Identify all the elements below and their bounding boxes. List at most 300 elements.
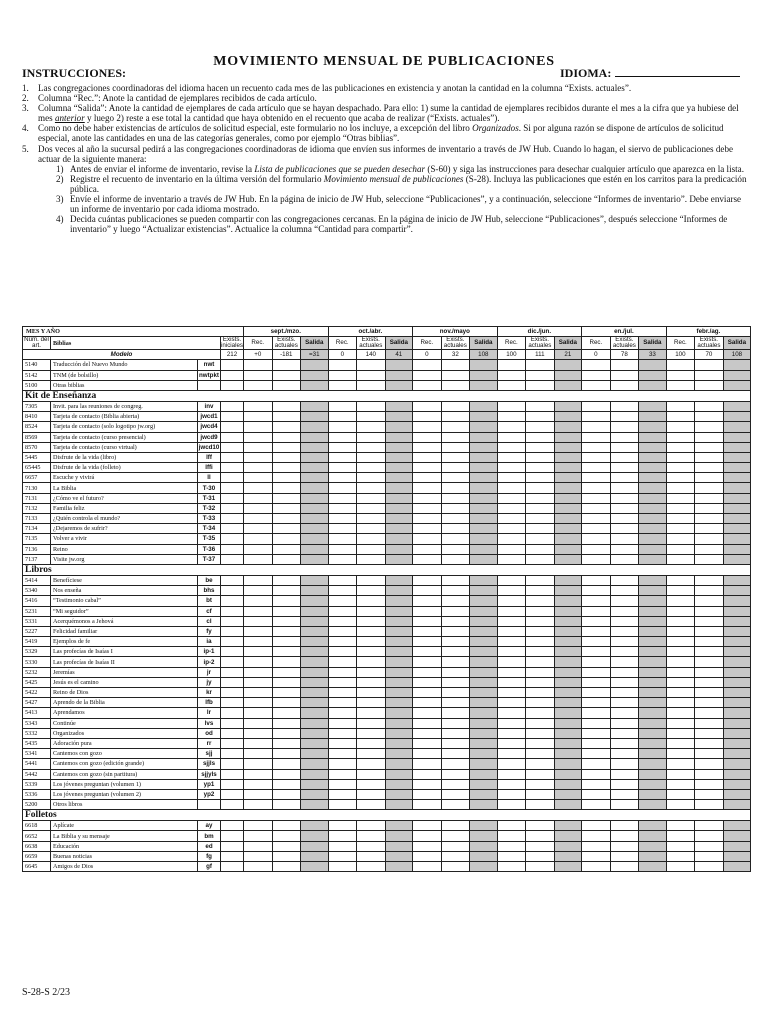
salida-cell[interactable] [639, 841, 667, 851]
salida-cell[interactable] [723, 534, 751, 544]
exists-cell[interactable] [526, 596, 555, 606]
exists-cell[interactable] [610, 360, 639, 370]
salida-cell[interactable] [301, 728, 329, 738]
rec-cell[interactable] [328, 667, 357, 677]
rec-cell[interactable] [413, 432, 442, 442]
rec-cell[interactable] [497, 626, 526, 636]
salida-cell[interactable] [639, 769, 667, 779]
salida-cell[interactable] [723, 524, 751, 534]
rec-cell[interactable] [666, 779, 695, 789]
exists-cell[interactable] [610, 554, 639, 564]
rec-cell[interactable] [582, 503, 611, 513]
exists-cell[interactable] [526, 422, 555, 432]
exists-cell[interactable] [441, 769, 470, 779]
rec-cell[interactable] [413, 503, 442, 513]
rec-cell[interactable] [582, 626, 611, 636]
salida-cell[interactable] [554, 412, 582, 422]
salida-cell[interactable] [385, 657, 413, 667]
salida-cell[interactable] [639, 463, 667, 473]
salida-cell[interactable] [639, 616, 667, 626]
salida-cell[interactable] [470, 606, 498, 616]
exists-cell[interactable] [357, 575, 386, 585]
salida-cell[interactable] [639, 708, 667, 718]
salida-cell[interactable] [301, 606, 329, 616]
rec-cell[interactable] [497, 862, 526, 872]
exists-cell[interactable] [526, 677, 555, 687]
salida-cell[interactable] [385, 769, 413, 779]
exists-cell[interactable] [695, 677, 724, 687]
initial-stock-cell[interactable] [221, 401, 244, 411]
exists-cell[interactable] [441, 370, 470, 380]
exists-cell[interactable] [610, 749, 639, 759]
exists-cell[interactable] [610, 606, 639, 616]
rec-cell[interactable] [328, 432, 357, 442]
rec-cell[interactable] [244, 606, 273, 616]
rec-cell[interactable] [666, 769, 695, 779]
rec-cell[interactable] [497, 657, 526, 667]
exists-cell[interactable] [695, 575, 724, 585]
rec-cell[interactable] [497, 412, 526, 422]
rec-cell[interactable] [497, 779, 526, 789]
exists-cell[interactable] [441, 503, 470, 513]
rec-cell[interactable] [497, 789, 526, 799]
salida-cell[interactable] [470, 769, 498, 779]
rec-cell[interactable] [244, 360, 273, 370]
exists-cell[interactable] [441, 821, 470, 831]
exists-cell[interactable] [272, 667, 301, 677]
rec-cell[interactable] [666, 851, 695, 861]
exists-cell[interactable] [272, 749, 301, 759]
exists-cell[interactable] [272, 831, 301, 841]
exists-cell[interactable] [695, 401, 724, 411]
rec-cell[interactable] [244, 749, 273, 759]
salida-cell[interactable] [554, 586, 582, 596]
rec-cell[interactable] [582, 769, 611, 779]
exists-cell[interactable] [610, 851, 639, 861]
salida-cell[interactable] [639, 503, 667, 513]
rec-cell[interactable] [582, 442, 611, 452]
salida-cell[interactable] [470, 821, 498, 831]
rec-cell[interactable] [666, 544, 695, 554]
exists-cell[interactable] [610, 616, 639, 626]
exists-cell[interactable] [441, 360, 470, 370]
salida-cell[interactable] [470, 432, 498, 442]
rec-cell[interactable] [244, 759, 273, 769]
exists-cell[interactable] [695, 688, 724, 698]
exists-cell[interactable] [526, 862, 555, 872]
rec-cell[interactable] [666, 575, 695, 585]
salida-cell[interactable] [639, 728, 667, 738]
exists-cell[interactable] [695, 412, 724, 422]
rec-cell[interactable] [244, 851, 273, 861]
exists-cell[interactable] [526, 616, 555, 626]
rec-cell[interactable] [497, 728, 526, 738]
rec-cell[interactable] [497, 606, 526, 616]
exists-cell[interactable] [695, 626, 724, 636]
salida-cell[interactable] [385, 493, 413, 503]
salida-cell[interactable] [385, 800, 413, 810]
rec-cell[interactable] [582, 779, 611, 789]
exists-cell[interactable] [695, 800, 724, 810]
salida-cell[interactable] [470, 473, 498, 483]
exists-cell[interactable] [441, 779, 470, 789]
salida-cell[interactable] [301, 626, 329, 636]
salida-cell[interactable] [554, 688, 582, 698]
exists-cell[interactable] [441, 380, 470, 390]
exists-cell[interactable] [441, 657, 470, 667]
rec-cell[interactable] [666, 637, 695, 647]
rec-cell[interactable] [328, 503, 357, 513]
initial-stock-cell[interactable] [221, 422, 244, 432]
salida-cell[interactable] [301, 738, 329, 748]
exists-cell[interactable] [357, 360, 386, 370]
exists-cell[interactable] [357, 749, 386, 759]
exists-cell[interactable] [272, 688, 301, 698]
rec-cell[interactable] [413, 473, 442, 483]
salida-cell[interactable] [554, 667, 582, 677]
salida-cell[interactable] [301, 841, 329, 851]
rec-cell[interactable] [497, 463, 526, 473]
exists-cell[interactable] [357, 606, 386, 616]
exists-cell[interactable] [272, 789, 301, 799]
rec-cell[interactable] [582, 667, 611, 677]
salida-cell[interactable] [385, 473, 413, 483]
salida-cell[interactable] [385, 789, 413, 799]
salida-cell[interactable] [639, 422, 667, 432]
rec-cell[interactable] [497, 360, 526, 370]
rec-cell[interactable] [666, 596, 695, 606]
rec-cell[interactable] [497, 503, 526, 513]
exists-cell[interactable] [526, 800, 555, 810]
salida-cell[interactable] [723, 637, 751, 647]
salida-cell[interactable] [639, 360, 667, 370]
exists-cell[interactable] [695, 831, 724, 841]
exists-cell[interactable] [357, 708, 386, 718]
rec-cell[interactable] [328, 616, 357, 626]
salida-cell[interactable] [639, 738, 667, 748]
salida-cell[interactable] [723, 800, 751, 810]
rec-cell[interactable] [328, 524, 357, 534]
salida-cell[interactable] [723, 606, 751, 616]
salida-cell[interactable] [385, 779, 413, 789]
salida-cell[interactable] [639, 483, 667, 493]
exists-cell[interactable] [357, 759, 386, 769]
initial-stock-cell[interactable] [221, 554, 244, 564]
rec-cell[interactable] [666, 360, 695, 370]
exists-cell[interactable] [357, 637, 386, 647]
exists-cell[interactable] [610, 422, 639, 432]
salida-cell[interactable] [554, 503, 582, 513]
rec-cell[interactable] [666, 534, 695, 544]
rec-cell[interactable] [328, 360, 357, 370]
salida-cell[interactable] [639, 821, 667, 831]
salida-cell[interactable] [301, 759, 329, 769]
rec-cell[interactable] [328, 493, 357, 503]
rec-cell[interactable] [328, 483, 357, 493]
salida-cell[interactable] [385, 749, 413, 759]
salida-cell[interactable] [301, 534, 329, 544]
rec-cell[interactable] [666, 728, 695, 738]
exists-cell[interactable] [357, 851, 386, 861]
exists-cell[interactable] [610, 821, 639, 831]
exists-cell[interactable] [272, 575, 301, 585]
salida-cell[interactable] [639, 718, 667, 728]
salida-cell[interactable] [301, 800, 329, 810]
salida-cell[interactable] [301, 637, 329, 647]
initial-stock-cell[interactable] [221, 493, 244, 503]
rec-cell[interactable] [582, 360, 611, 370]
rec-cell[interactable] [497, 370, 526, 380]
rec-cell[interactable] [244, 800, 273, 810]
salida-cell[interactable] [554, 360, 582, 370]
salida-cell[interactable] [723, 412, 751, 422]
salida-cell[interactable] [723, 503, 751, 513]
exists-cell[interactable] [695, 647, 724, 657]
initial-stock-cell[interactable] [221, 442, 244, 452]
rec-cell[interactable] [244, 432, 273, 442]
salida-cell[interactable] [554, 493, 582, 503]
salida-cell[interactable] [470, 728, 498, 738]
salida-cell[interactable] [723, 401, 751, 411]
exists-cell[interactable] [441, 667, 470, 677]
rec-cell[interactable] [497, 596, 526, 606]
salida-cell[interactable] [723, 728, 751, 738]
rec-cell[interactable] [582, 821, 611, 831]
exists-cell[interactable] [357, 841, 386, 851]
exists-cell[interactable] [610, 718, 639, 728]
rec-cell[interactable] [582, 473, 611, 483]
rec-cell[interactable] [413, 862, 442, 872]
salida-cell[interactable] [639, 698, 667, 708]
salida-cell[interactable] [385, 851, 413, 861]
salida-cell[interactable] [385, 544, 413, 554]
rec-cell[interactable] [497, 698, 526, 708]
rec-cell[interactable] [244, 841, 273, 851]
rec-cell[interactable] [413, 841, 442, 851]
exists-cell[interactable] [526, 606, 555, 616]
exists-cell[interactable] [441, 728, 470, 738]
exists-cell[interactable] [272, 412, 301, 422]
salida-cell[interactable] [470, 412, 498, 422]
exists-cell[interactable] [526, 667, 555, 677]
salida-cell[interactable] [554, 554, 582, 564]
salida-cell[interactable] [723, 544, 751, 554]
rec-cell[interactable] [582, 759, 611, 769]
rec-cell[interactable] [497, 769, 526, 779]
rec-cell[interactable] [497, 738, 526, 748]
exists-cell[interactable] [357, 657, 386, 667]
rec-cell[interactable] [497, 647, 526, 657]
exists-cell[interactable] [272, 657, 301, 667]
exists-cell[interactable] [357, 534, 386, 544]
exists-cell[interactable] [272, 452, 301, 462]
salida-cell[interactable] [301, 401, 329, 411]
rec-cell[interactable] [497, 759, 526, 769]
rec-cell[interactable] [328, 698, 357, 708]
initial-stock-cell[interactable] [221, 463, 244, 473]
rec-cell[interactable] [497, 831, 526, 841]
salida-cell[interactable] [470, 688, 498, 698]
rec-cell[interactable] [666, 800, 695, 810]
rec-cell[interactable] [582, 534, 611, 544]
salida-cell[interactable] [723, 452, 751, 462]
exists-cell[interactable] [526, 718, 555, 728]
exists-cell[interactable] [441, 432, 470, 442]
salida-cell[interactable] [301, 821, 329, 831]
initial-stock-cell[interactable] [221, 698, 244, 708]
initial-stock-cell[interactable] [221, 524, 244, 534]
salida-cell[interactable] [554, 708, 582, 718]
rec-cell[interactable] [413, 688, 442, 698]
rec-cell[interactable] [666, 821, 695, 831]
rec-cell[interactable] [497, 841, 526, 851]
salida-cell[interactable] [301, 360, 329, 370]
rec-cell[interactable] [582, 586, 611, 596]
rec-cell[interactable] [328, 688, 357, 698]
initial-stock-cell[interactable] [221, 851, 244, 861]
exists-cell[interactable] [272, 380, 301, 390]
salida-cell[interactable] [385, 534, 413, 544]
exists-cell[interactable] [357, 463, 386, 473]
rec-cell[interactable] [582, 380, 611, 390]
rec-cell[interactable] [582, 596, 611, 606]
salida-cell[interactable] [301, 647, 329, 657]
rec-cell[interactable] [244, 514, 273, 524]
rec-cell[interactable] [497, 524, 526, 534]
initial-stock-cell[interactable] [221, 616, 244, 626]
rec-cell[interactable] [497, 851, 526, 861]
salida-cell[interactable] [723, 708, 751, 718]
rec-cell[interactable] [582, 718, 611, 728]
rec-cell[interactable] [244, 452, 273, 462]
salida-cell[interactable] [385, 821, 413, 831]
exists-cell[interactable] [441, 841, 470, 851]
rec-cell[interactable] [666, 862, 695, 872]
rec-cell[interactable] [497, 473, 526, 483]
exists-cell[interactable] [695, 708, 724, 718]
rec-cell[interactable] [666, 463, 695, 473]
exists-cell[interactable] [441, 483, 470, 493]
rec-cell[interactable] [413, 524, 442, 534]
rec-cell[interactable] [413, 575, 442, 585]
salida-cell[interactable] [385, 831, 413, 841]
exists-cell[interactable] [441, 463, 470, 473]
salida-cell[interactable] [470, 657, 498, 667]
initial-stock-cell[interactable] [221, 759, 244, 769]
salida-cell[interactable] [301, 554, 329, 564]
exists-cell[interactable] [695, 432, 724, 442]
salida-cell[interactable] [723, 738, 751, 748]
rec-cell[interactable] [582, 524, 611, 534]
exists-cell[interactable] [526, 524, 555, 534]
exists-cell[interactable] [441, 412, 470, 422]
rec-cell[interactable] [666, 524, 695, 534]
rec-cell[interactable] [497, 401, 526, 411]
rec-cell[interactable] [413, 626, 442, 636]
initial-stock-cell[interactable] [221, 596, 244, 606]
exists-cell[interactable] [526, 759, 555, 769]
exists-cell[interactable] [441, 442, 470, 452]
exists-cell[interactable] [526, 851, 555, 861]
rec-cell[interactable] [244, 626, 273, 636]
salida-cell[interactable] [470, 677, 498, 687]
salida-cell[interactable] [723, 749, 751, 759]
exists-cell[interactable] [526, 738, 555, 748]
salida-cell[interactable] [554, 637, 582, 647]
exists-cell[interactable] [526, 360, 555, 370]
salida-cell[interactable] [723, 821, 751, 831]
rec-cell[interactable] [582, 616, 611, 626]
rec-cell[interactable] [328, 575, 357, 585]
exists-cell[interactable] [610, 463, 639, 473]
rec-cell[interactable] [244, 657, 273, 667]
exists-cell[interactable] [272, 432, 301, 442]
salida-cell[interactable] [554, 463, 582, 473]
exists-cell[interactable] [526, 575, 555, 585]
exists-cell[interactable] [526, 514, 555, 524]
rec-cell[interactable] [582, 463, 611, 473]
rec-cell[interactable] [328, 554, 357, 564]
rec-cell[interactable] [497, 667, 526, 677]
rec-cell[interactable] [413, 534, 442, 544]
salida-cell[interactable] [385, 554, 413, 564]
exists-cell[interactable] [526, 483, 555, 493]
salida-cell[interactable] [301, 616, 329, 626]
salida-cell[interactable] [554, 800, 582, 810]
rec-cell[interactable] [497, 677, 526, 687]
salida-cell[interactable] [639, 370, 667, 380]
exists-cell[interactable] [526, 432, 555, 442]
exists-cell[interactable] [272, 544, 301, 554]
rec-cell[interactable] [666, 422, 695, 432]
salida-cell[interactable] [470, 422, 498, 432]
exists-cell[interactable] [695, 452, 724, 462]
exists-cell[interactable] [357, 554, 386, 564]
exists-cell[interactable] [695, 738, 724, 748]
rec-cell[interactable] [328, 779, 357, 789]
salida-cell[interactable] [554, 534, 582, 544]
initial-stock-cell[interactable] [221, 514, 244, 524]
exists-cell[interactable] [695, 862, 724, 872]
salida-cell[interactable] [470, 483, 498, 493]
salida-cell[interactable] [723, 831, 751, 841]
rec-cell[interactable] [666, 647, 695, 657]
salida-cell[interactable] [554, 442, 582, 452]
rec-cell[interactable] [328, 637, 357, 647]
salida-cell[interactable] [723, 779, 751, 789]
exists-cell[interactable] [695, 606, 724, 616]
rec-cell[interactable] [328, 647, 357, 657]
exists-cell[interactable] [610, 800, 639, 810]
exists-cell[interactable] [441, 524, 470, 534]
rec-cell[interactable] [328, 821, 357, 831]
exists-cell[interactable] [357, 380, 386, 390]
rec-cell[interactable] [582, 575, 611, 585]
salida-cell[interactable] [470, 637, 498, 647]
rec-cell[interactable] [582, 851, 611, 861]
exists-cell[interactable] [357, 503, 386, 513]
rec-cell[interactable] [328, 718, 357, 728]
salida-cell[interactable] [723, 862, 751, 872]
exists-cell[interactable] [526, 657, 555, 667]
salida-cell[interactable] [723, 473, 751, 483]
salida-cell[interactable] [639, 586, 667, 596]
exists-cell[interactable] [441, 586, 470, 596]
initial-stock-cell[interactable] [221, 626, 244, 636]
exists-cell[interactable] [526, 544, 555, 554]
rec-cell[interactable] [244, 534, 273, 544]
exists-cell[interactable] [610, 789, 639, 799]
